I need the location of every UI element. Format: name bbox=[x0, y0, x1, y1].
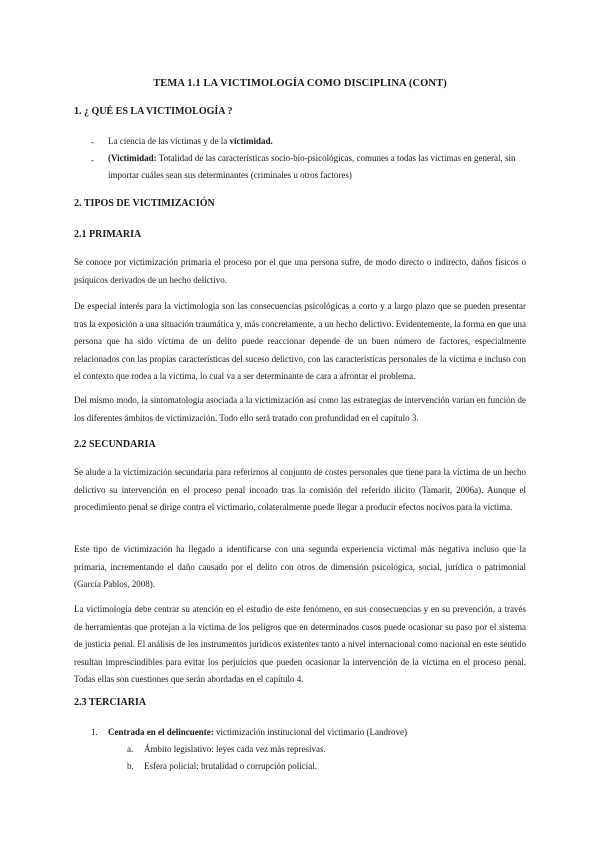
section-heading-que-es: 1. ¿ QUÉ ES LA VICTIMOLOGÍA ? bbox=[74, 106, 233, 117]
bullet-text: Totalidad de las características socio-bio-psicológicas, comunes a todas las víctimas en general, sin importar cuáles sean sus determinantes (criminales u otros factores) bbox=[108, 153, 516, 180]
bullet-item-definition bbox=[108, 133, 526, 150]
paragraph-secundaria-2: Este tipo de victimización ha llegado a identificarse con una segunda experiencia victimal más negativa incluso que la primaria, incrementando el daño causado por el delito con otros de dimensión psicológica, social, jurídica o patrimonial (García Pablos, 2008). bbox=[74, 544, 526, 589]
bullet-dash: - bbox=[91, 155, 94, 165]
paragraph-secundaria-3: La victimología debe centrar su atención en el estudio de este fenómeno, en sus consecuencias y en su prevención, a través de herramientas que protejan a la víctima de los peligros que en determinados casos puede ocasionar su paso por el sistema de justicia penal. El análisis de los instrumentos jurídicos existentes tanto a nivel internacional como nacional en este sentido resultan imprescindibles para evitar los perjuicios que pueden ocasionar la intervención de la víctima en el proceso penal. Todas ellas son cuestiones que serán abordadas en el capítulo 4. bbox=[74, 604, 526, 684]
subsection-heading-secundaria: 2.2 SECUNDARIA bbox=[74, 439, 156, 450]
list-item-bold: Centrada en el delincuente: bbox=[108, 727, 214, 737]
bullet-item-victimidad bbox=[108, 150, 526, 184]
bullet-text: La ciencia de las víctimas y de la bbox=[108, 136, 230, 146]
bullet-bold-term: victimidad. bbox=[229, 136, 273, 146]
section-heading-tipos: 2. TIPOS DE VICTIMIZACIÓN bbox=[74, 198, 215, 209]
list-item-delincuente bbox=[108, 724, 526, 741]
bullet-bold-term: (Victimidad: bbox=[108, 153, 157, 163]
list-item-text: victimización institucional del victimario (Landrove) bbox=[213, 727, 407, 737]
sublist-item-legislativo: Ámbito legislativo: leyes cada vez más represivas. bbox=[144, 744, 326, 754]
document-title: TEMA 1.1 LA VICTIMOLOGÍA COMO DISCIPLINA (CONT) bbox=[153, 78, 447, 89]
paragraph-secundaria-1: Se alude a la victimización secundaria para referirnos al conjunto de costes personales que tiene para la víctima de un hecho delictivo su intervención en el proceso penal incoado tras la comisión del referido ilícito (Tamarit, 2006a). Aunque el procedimiento penal se dirige contra el victimario, colateralmente puede llegar a producir efectos nocivos para la víctima. bbox=[74, 467, 526, 512]
paragraph-primaria-2: De especial interés para la victimología son las consecuencias psicológicas a corto y a largo plazo que se pueden presentar tras la exposición a una situación traumática y, más concretamente, a un hecho delictivo. Evidentemente, la forma en que una persona que ha sido víctima de un delito puede reaccionar depende de un buen número de factores, especialmente relacionados con las propias características del suceso delictivo, con las características personales de la víctima e incluso con el contexto que rodea a la víctima, lo cual va a ser determinante de cara a afrontar el problema. bbox=[74, 301, 526, 381]
list-number: 1. bbox=[91, 727, 98, 737]
bullet-dash: - bbox=[91, 137, 94, 147]
sublist-marker: b. bbox=[127, 761, 134, 771]
subsection-heading-terciaria: 2.3 TERCIARIA bbox=[74, 697, 147, 708]
paragraph-primaria-1: Se conoce por victimización primaria el proceso por el que una persona sufre, de modo directo o indirecto, daños físicos o psíquicos derivados de un hecho delictivo. bbox=[74, 257, 526, 285]
subsection-heading-primaria: 2.1 PRIMARIA bbox=[74, 229, 142, 240]
sublist-marker: a. bbox=[127, 744, 134, 754]
sublist-item-policial: Esfera policial: brutalidad o corrupción policial. bbox=[144, 761, 317, 771]
paragraph-primaria-3: Del mismo modo, la sintomatología asociada a la victimización así como las estrategias de intervención varían en función de los diferentes ámbitos de victimización. Todo ello será tratado con profundidad en el capítulo 3. bbox=[74, 395, 526, 423]
